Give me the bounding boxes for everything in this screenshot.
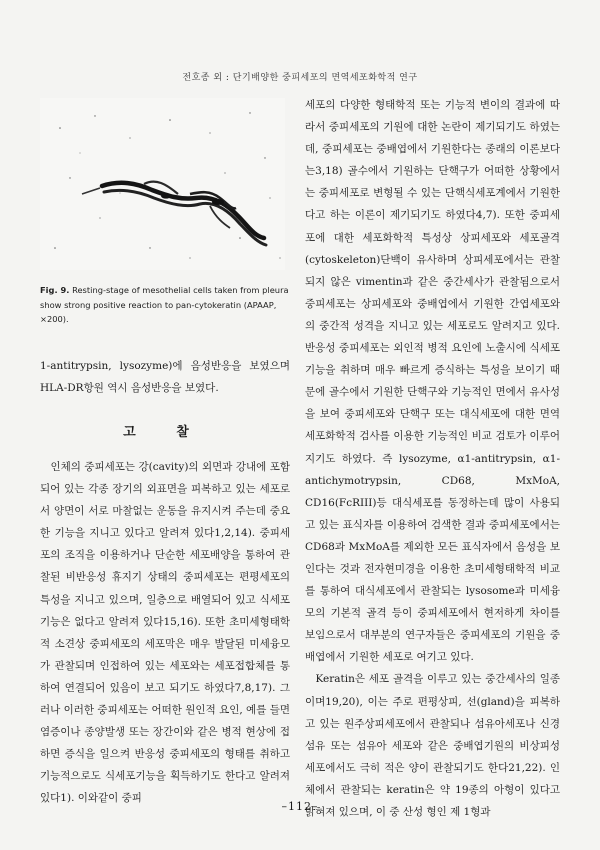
micrograph-image <box>40 98 285 270</box>
right-column <box>305 94 560 823</box>
right-paragraph-1: 세포의 다양한 형태학적 또는 기능적 변이의 결과에 따라서 중피세포의 기원에 대한 논란이 제기되기도 하였는데, 중피세포는 중배엽에서 기원한다는 종래의 이론보다는3,18) 골수에서 기원하는 단핵구가 어떠한 상황에서는 중피세포로 변형될 수 있는 단핵식세포계에서 기원한다고 하는 이론이 제기되기도 하였다4,7). 또한 중피세포에 대한 세포화학적 특성상 상피세포와 세포골격(cytoskeleton)단백이 유사하며 상피세포에서는 관찰되지 않은 vimentin과 같은 중간세사가 관찰됨으로서 중피세포는 상피세포와 중배엽에서 기원한 간엽세포와의 중간적 성격을 지니고 있는 세포로도 알려지고 있다. 반응성 중피세포는 외인적 병적 요인에 노출시에 식세포기능을 취하며 매우 빠르게 증식하는 특성을 보이기 때문에 골수에서 기원한 단핵구와 기능적인 면에서 유사성을 보여 중피세포와 단핵구 또는 대식세포에 대한 면역세포화학적 검사를 이용한 기능적인 비교 검토가 이루어 지기도 하였다. 즉 lysozyme, α1-antitrypsin, α1-antichymotrypsin, CD68, MxMoA, CD16(FcRIII)등 대식세포를 동정하는데 많이 사용되고 있는 표식자를 이용하여 검색한 결과 중피세포에서는 CD68과 MxMoA를 제외한 모든 표식자에서 음성을 보인다는 것과 전자현미경을 이용한 초미세형태학적 비교를 통하여 대식세포에서 관찰되는 lysosome과 미세융모의 기본적 골격 등이 중피세포에서 현저하게 차이를 보임으로서 대부분의 연구자들은 중피세포의 기원을 중배엽에서 기원한 세포로 여기고 있다. <box>305 99 560 664</box>
discussion-paragraph: 인체의 중피세포는 강(cavity)의 외면과 강내에 포함되어 있는 각종 장기의 외표면을 피복하고 있는 세포로서 양면이 서로 마찰없는 운동을 유지시켜 주는데 중요한 기능을 지니고 있다고 알려져 있다1,2,14). 중피세포의 조직을 이용하거나 단순한 세포배양을 통하여 관찰된 비반응성 휴지기 상태의 중피세포는 편평세포의 특성을 지니고 있으며, 일층으로 배열되어 있고 식세포 기능은 없다고 알려져 있다15,16). 또한 초미세형태학적 소견상 중피세포의 세포막은 매우 발달된 미세융모가 관찰되며 인접하여 있는 세포와는 세포접합체를 통하여 연결되어 있음이 보고 되기도 하였다7,8,17). 그러나 이러한 중피세포는 어떠한 원인적 요인, 예를 들면 염증이나 종양발생 또는 장간이와 같은 병적 현상에 접하면 증식을 일으켜 반응성 중피세포의 형태를 취하고 기능적으로도 식세포기능을 획득하기도 한다고 알려져 있다1). 이와같이 중피 <box>40 461 290 805</box>
page-number: –112– <box>281 800 319 813</box>
continuation-paragraph: 1-antitrypsin, lysozyme)에 음성반응을 보였으며 HLA-DR항원 역시 음성반응을 보였다. <box>40 360 290 395</box>
figure-label: Fig. 9. <box>40 285 70 295</box>
right-paragraph-2: Keratin은 세포 골격을 이루고 있는 중간세사의 일종이며19,20), 이는 주로 편평상피, 선(gland)을 피복하고 있는 원주상피세포에서 관찰되나 섬유아세포나 신경섬유 또는 섬유아 세포와 같은 중배엽기원의 비상피성 세포에서도 극히 적은 양이 관찰되기도 한다21,22). 인체에서 관찰되는 keratin은 약 19종의 아형이 있다고 밝혀져 있으며, 이 중 산성 형인 제 1형과 <box>305 673 560 818</box>
figure-caption-text: Resting-stage of mesothelial cells taken from pleura show strong positive reaction to pan-cytokeratin (APAAP, ×200). <box>40 285 289 324</box>
running-header: 전호종 외 : 단기배양한 중피세포의 면역세포화학적 연구 <box>182 73 418 83</box>
figure-micrograph <box>40 98 285 270</box>
figure-caption <box>40 283 290 327</box>
left-body <box>40 456 290 810</box>
left-continuation <box>40 355 290 399</box>
section-heading: 고 찰 <box>123 425 207 440</box>
